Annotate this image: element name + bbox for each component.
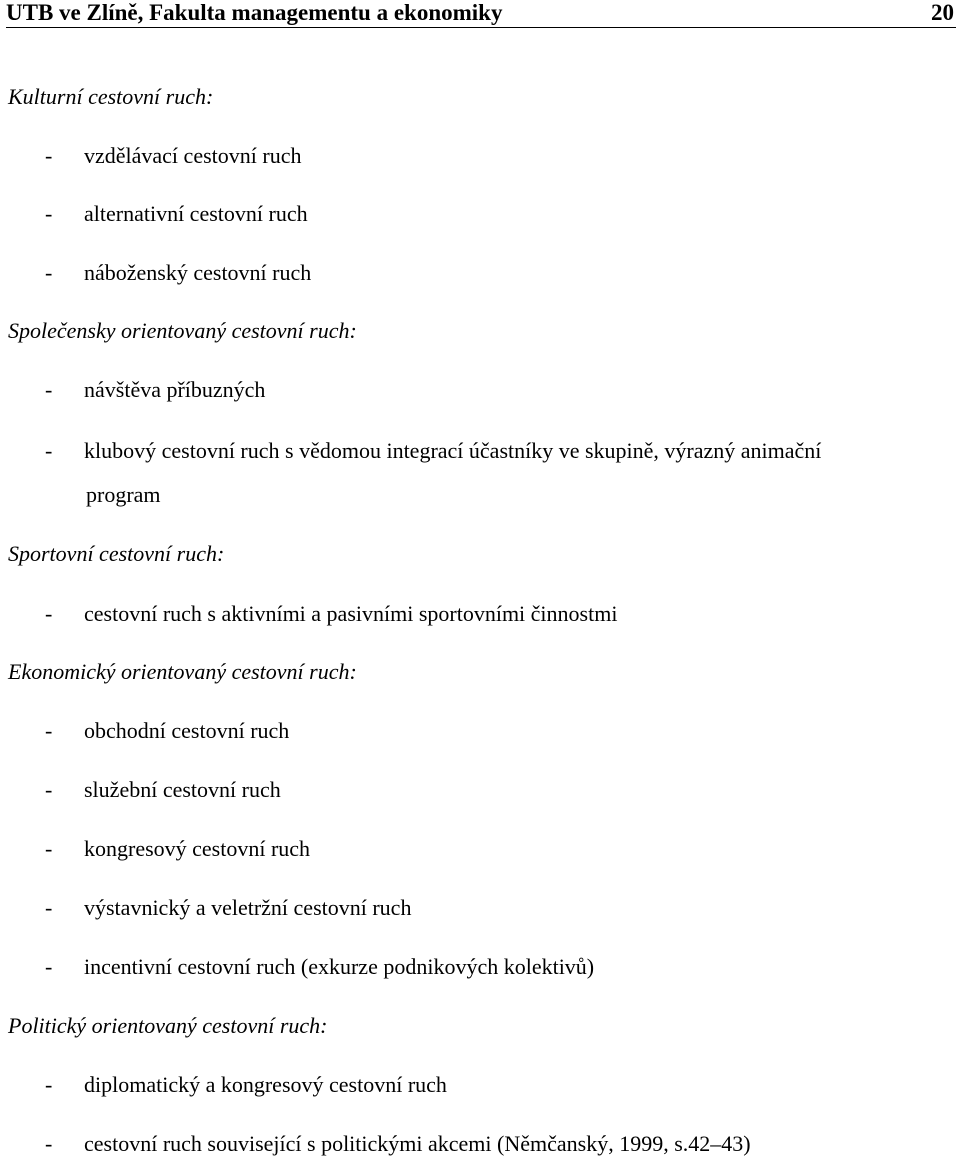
list-bullet: - — [45, 201, 53, 226]
list-bullet: - — [45, 954, 53, 979]
list-bullet: - — [45, 601, 53, 626]
list-item: vzdělávací cestovní ruch — [84, 143, 302, 168]
list-bullet: - — [45, 777, 53, 802]
list-item: cestovní ruch s aktivními a pasivními sportovními činnostmi — [84, 601, 618, 626]
section-heading: Politický orientovaný cestovní ruch: — [8, 1013, 328, 1038]
list-item: diplomatický a kongresový cestovní ruch — [84, 1072, 447, 1097]
list-item: služební cestovní ruch — [84, 777, 281, 802]
list-bullet: - — [45, 895, 53, 920]
list-item: návštěva příbuzných — [84, 377, 266, 402]
section-heading: Společensky orientovaný cestovní ruch: — [8, 318, 357, 343]
list-bullet: - — [45, 718, 53, 743]
list-item: incentivní cestovní ruch (exkurze podnikových kolektivů) — [84, 954, 595, 979]
section-heading: Sportovní cestovní ruch: — [8, 541, 225, 566]
list-bullet: - — [45, 1131, 53, 1156]
list-item: klubový cestovní ruch s vědomou integrací účastníky ve skupině, výrazný animační — [84, 438, 822, 463]
list-bullet: - — [45, 438, 53, 463]
list-bullet: - — [45, 1072, 53, 1097]
list-item: alternativní cestovní ruch — [84, 201, 308, 226]
document-header-title: UTB ve Zlíně, Fakulta managementu a ekonomiky — [6, 0, 503, 25]
list-bullet: - — [45, 836, 53, 861]
section-heading: Ekonomický orientovaný cestovní ruch: — [8, 659, 357, 684]
page-number: 20 — [931, 0, 954, 25]
list-bullet: - — [45, 260, 53, 285]
list-item: kongresový cestovní ruch — [84, 836, 311, 861]
list-item-continuation: program — [86, 482, 161, 507]
list-bullet: - — [45, 143, 53, 168]
list-bullet: - — [45, 377, 53, 402]
list-item: náboženský cestovní ruch — [84, 260, 312, 285]
list-item: obchodní cestovní ruch — [84, 718, 290, 743]
section-heading: Kulturní cestovní ruch: — [8, 84, 214, 109]
list-item: cestovní ruch související s politickými akcemi (Němčanský, 1999, s.42–43) — [84, 1131, 751, 1156]
list-item: výstavnický a veletržní cestovní ruch — [84, 895, 412, 920]
page-header — [6, 0, 956, 28]
